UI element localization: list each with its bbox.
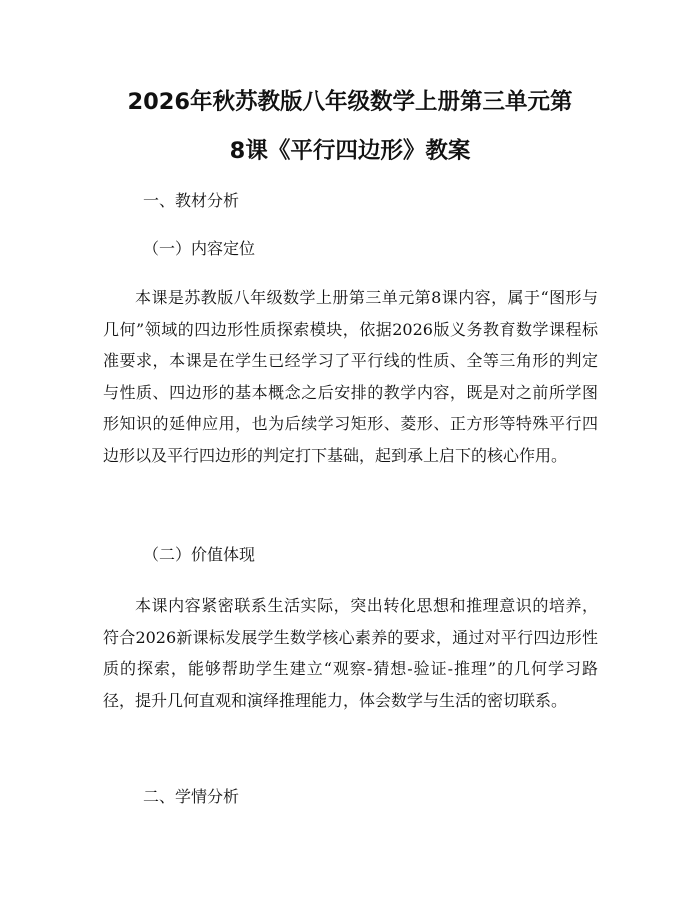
- section-heading-materials: 一、教材分析: [143, 191, 240, 210]
- paragraph-value: 本课内容紧密联系生活实际，突出转化思想和推理意识的培养，符合2026新课标发展学生数学核心素养的要求，通过对平行四边形性质的探索，能够帮助学生建立“观察-猜想-验证-推理”的几何学习路径，提升几何直观和演绎推理能力，体会数学与生活的密切联系。: [103, 596, 598, 710]
- paragraph-positioning: 本课是苏教版八年级数学上册第三单元第8课内容，属于“图形与几何”领域的四边形性质探索模块，依据2026版义务教育数学课程标准要求，本课是在学生已经学习了平行线的性质、全等三角形的判定与性质、四边形的基本概念之后安排的教学内容，既是对之前所学图形知识的延伸应用，也为后续学习矩形、菱形、正方形等特殊平行四边形以及平行四边形的判定打下基础，起到承上启下的核心作用。: [103, 288, 598, 465]
- document-title-line2: 8课《平行四边形》教案: [229, 138, 471, 164]
- subsection-heading-value: （二）价值体现: [143, 545, 256, 564]
- section-heading-learners: 二、学情分析: [143, 787, 240, 806]
- subsection-heading-positioning: （一）内容定位: [143, 239, 256, 258]
- document-title-line1: 2026年秋苏教版八年级数学上册第三单元第: [127, 89, 573, 115]
